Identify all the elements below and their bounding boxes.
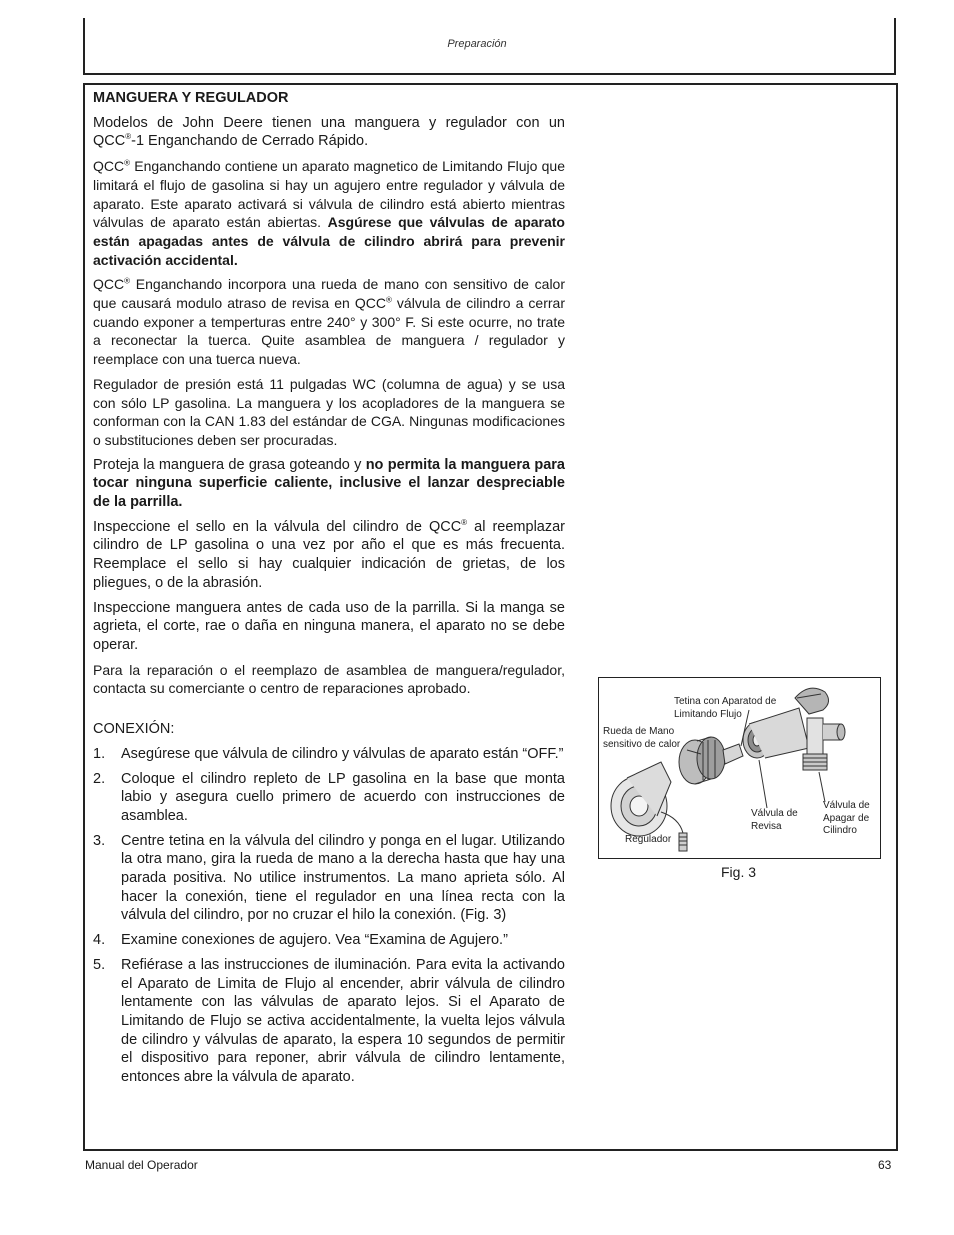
paragraph-inspect-hose: Inspeccione manguera antes de cada uso de la parrilla. Si la manga se agrieta, el corte, rae o daña en ninguna manera, el aparato no se debe operar. — [93, 599, 565, 653]
step-item: 2. Coloque el cilindro repleto de LP gasolina en la base que monta labio y asegura cuello primero de acuerdo con instrucciones de asamblea. — [93, 770, 565, 824]
figure-3-box — [598, 677, 881, 859]
label-regulador: Regulador — [625, 834, 672, 845]
label-rueda: Rueda de Mano sensitivo de calor — [603, 726, 681, 750]
page-number: 63 — [878, 1158, 892, 1172]
step-item: 3. Centre tetina en la válvula del cilindro y ponga en el lugar. Utilizando la otra mano, gira la rueda de mano a la derecha hasta que hay una parada positiva. No utilice instrumentos. La mano aprieta sólo. Al hacer la conexión, tiene el regulador en una línea recta con la válvula del cilindro, por no cruzar el hilo la conexión. (Fig. 3) — [93, 832, 565, 924]
step-item: 1. Asegúrese que válvula de cilindro y válvulas de aparato están “OFF.” — [93, 745, 564, 762]
figure-caption: Fig. 3 — [721, 864, 757, 880]
label-tetina: Tetina con Aparatod de Limitando Flujo — [674, 696, 777, 720]
footer-manual-title: Manual del Operador — [85, 1158, 198, 1172]
paragraph-repair: Para la reparación o el reemplazo de asamblea de manguera/regulador, contacta su comerciante o centro de reparaciones aprobado. — [93, 661, 565, 697]
paragraph-flow-limit: QCC® Enganchando contiene un aparato magnetico de Limitando Flujo que limitará el flujo de gasolina si hay un agujero entre regulador y válvula de aparato. Este aparato activará si válvula de cilindro está abierto mientras válvulas de aparato están abiertas. Asgúrese que válvulas de aparato están apagadas antes de válvula de cilindro abrirá para prevenir activación accidental. — [93, 158, 565, 268]
conexion-heading: CONEXIÓN: — [93, 721, 175, 738]
text-column — [93, 89, 565, 1093]
paragraph-handwheel: QCC® Enganchando incorpora una rueda de mano con sensitivo de calor que causará modulo atraso de revisa en QCC® válvula de cilindro a cerrar cuando exponer a temperturas entre 240° y 300° F. Si este ocurre, no trate a reconectar la tuerca. Quite asamblea de manguera / regulador y reemplace con una tuerca nueva. — [93, 276, 565, 368]
paragraph-protect-hose: Proteja la manguera de grasa goteando y no permita la manguera para tocar ninguna superficie caliente, inclusive el lanzar despreciable de la parrilla. — [93, 456, 565, 511]
connection-steps — [93, 745, 565, 1087]
section-heading: MANGUERA Y REGULADOR — [93, 90, 289, 106]
label-valvula-revisa: Válvula de Revisa — [751, 808, 798, 832]
step-item: 5. Refiérase a las instrucciones de iluminación. Para evita la activando el Aparato de Limita de Flujo al encender, abrir válvula de cilindro lentamente con las válvulas de aparato lejos. Si el Aparato de Limitando de Flujo se activa accidentalmente, la vuelta lejos válvula de cilindro y válvulas de aparato, la espera 10 segundos de permitir el dispositivo para reponer, abrir válvula de cilindro lentamente, entonces abre la válvula de aparato. — [93, 956, 565, 1086]
paragraph-regulator-pressure: Regulador de presión está 11 pulgadas WC (columna de agua) y se usa con sólo LP gasolina. La manguera y los acopladores de la manguera se conforman con la CAN 1.83 del estándar de CGA. Ningunas modificaciones o substituciones deben ser procuradas. — [93, 375, 565, 448]
paragraph-inspect-seal: Inspeccione el sello en la válvula del cilindro de QCC® al reemplazar cilindro de LP gasolina o una vez por año el que es más frecuenta. Reemplace el sello si hay cualquier indicación de grietas, de los pliegues, o de la abrasión. — [93, 517, 566, 591]
paragraph-intro: Modelos de John Deere tienen una manguera y regulador con un QCC®-1 Enganchando de Cerrado Rápido. — [93, 114, 565, 150]
step-item: 4. Examine conexiones de agujero. Vea “Examina de Agujero.” — [93, 932, 508, 949]
label-valvula-apagar: Válvula de Apagar de Cilindro — [823, 800, 870, 836]
section-label: Preparación — [447, 38, 507, 50]
